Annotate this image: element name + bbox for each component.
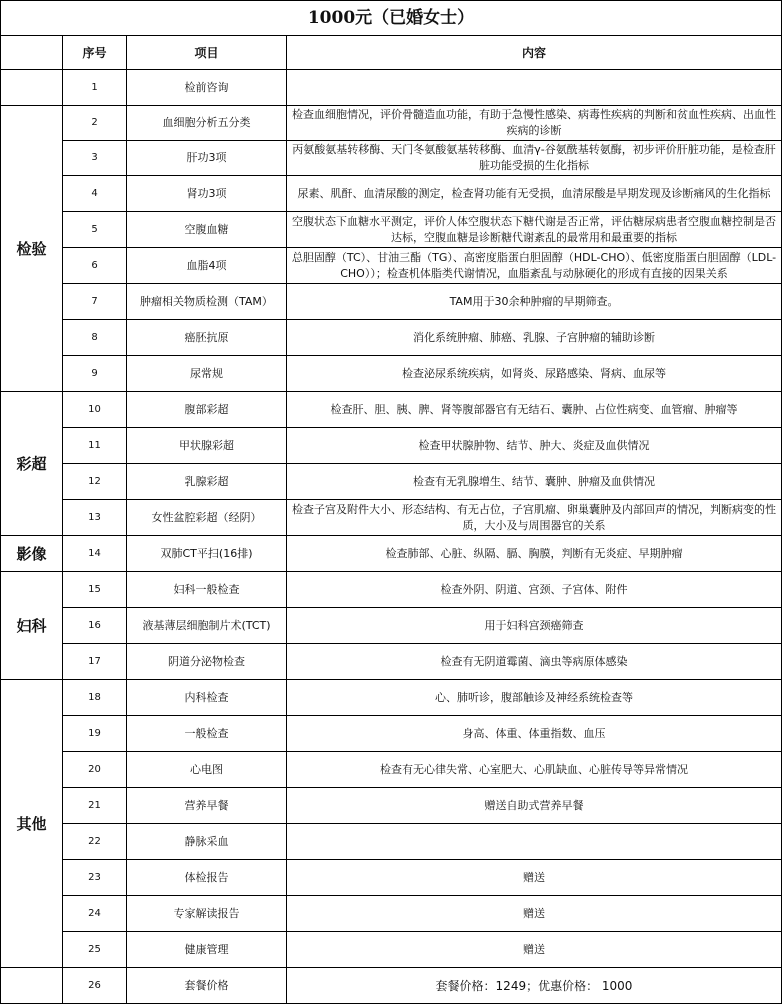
table-row [1,464,782,500]
category-other: 其他 [1,680,63,968]
row-item: 妇科一般检查 [127,572,287,608]
row-content: 消化系统肿瘤、肺癌、乳腺、子宫肿瘤的辅助诊断 [287,320,782,356]
table-row [1,608,782,644]
row-number: 14 [63,536,127,572]
row-item: 双肺CT平扫(16排) [127,536,287,572]
row-number: 5 [63,212,127,248]
category-imaging: 影像 [1,536,63,572]
row-content: 赠送 [287,932,782,968]
row-content: 检查外阴、阴道、宫颈、子宫体、附件 [287,572,782,608]
row-item: 甲状腺彩超 [127,428,287,464]
row-number: 25 [63,932,127,968]
table-row [1,176,782,212]
row-item: 体检报告 [127,860,287,896]
row-content: 尿素、肌酐、血清尿酸的测定，检查肾功能有无受损，血清尿酸是早期发现及诊断痛风的生化指标 [287,176,782,212]
row-number: 16 [63,608,127,644]
row-item: 检前咨询 [127,70,287,106]
category-ultrasound: 彩超 [1,392,63,536]
row-content: 检查肺部、心脏、纵隔、膈、胸膜，判断有无炎症、早期肿瘤 [287,536,782,572]
row-content [287,70,782,106]
row-item: 心电图 [127,752,287,788]
row-item: 内科检查 [127,680,287,716]
row-number: 21 [63,788,127,824]
row-item: 血脂4项 [127,248,287,284]
row-number: 13 [63,500,127,536]
table-row [1,284,782,320]
row-item: 女性盆腔彩超（经阴） [127,500,287,536]
row-content: 检查有无阴道霉菌、滴虫等病原体感染 [287,644,782,680]
category-cell-blank [1,70,63,106]
table-row [1,248,782,284]
header-no: 序号 [63,36,127,70]
row-item: 肿瘤相关物质检测（TAM） [127,284,287,320]
table-row [1,141,782,176]
row-content: 赠送 [287,896,782,932]
row-content: 用于妇科宫颈癌筛查 [287,608,782,644]
row-number: 1 [63,70,127,106]
table-row [1,70,782,106]
category-cell-blank [1,968,63,1004]
row-number: 8 [63,320,127,356]
row-number: 24 [63,896,127,932]
table-row [1,392,782,428]
table-row [1,356,782,392]
row-item: 尿常规 [127,356,287,392]
row-number: 12 [63,464,127,500]
table-row [1,644,782,680]
row-item: 阴道分泌物检查 [127,644,287,680]
row-number: 20 [63,752,127,788]
row-number: 6 [63,248,127,284]
price-row [1,968,782,1004]
row-content: 检查甲状腺肿物、结节、肿大、炎症及血供情况 [287,428,782,464]
row-number: 19 [63,716,127,752]
row-content: 赠送 [287,860,782,896]
row-content: 心、肺听诊，腹部触诊及神经系统检查等 [287,680,782,716]
row-content: 空腹状态下血糖水平测定，评价人体空腹状态下糖代谢是否正常，评估糖尿病患者空腹血糖控制是否达标，空腹血糖是诊断糖代谢紊乱的最常用和最重要的指标 [287,212,782,248]
row-number: 26 [63,968,127,1004]
category-gyn: 妇科 [1,572,63,680]
table-row [1,572,782,608]
page-title: 1000元（已婚女士） [1,1,782,36]
row-item: 肝功3项 [127,141,287,176]
table-row [1,212,782,248]
table-row [1,428,782,464]
row-content: 检查血细胞情况，评价骨髓造血功能，有助于急慢性感染、病毒性疾病的判断和贫血性疾病、出血性疾病的诊断 [287,106,782,141]
row-number: 10 [63,392,127,428]
table-row [1,716,782,752]
row-item: 肾功3项 [127,176,287,212]
row-content: TAM用于30余种肿瘤的早期筛查。 [287,284,782,320]
row-item: 一般检查 [127,716,287,752]
row-content: 检查有无心律失常、心室肥大、心肌缺血、心脏传导等异常情况 [287,752,782,788]
row-item: 乳腺彩超 [127,464,287,500]
row-content: 检查有无乳腺增生、结节、囊肿、肿瘤及血供情况 [287,464,782,500]
row-content: 检查肝、胆、胰、脾、肾等腹部器官有无结石、囊肿、占位性病变、血管瘤、肿瘤等 [287,392,782,428]
row-item: 血细胞分析五分类 [127,106,287,141]
row-content: 总胆固醇（TC）、甘油三酯（TG）、高密度脂蛋白胆固醇（HDL-CHO）、低密度脂蛋白胆固醇（LDL-CHO））；检查机体脂类代谢情况，血脂紊乱与动脉硬化的形成有直接的因果关系 [287,248,782,284]
row-number: 11 [63,428,127,464]
table-row [1,536,782,572]
row-number: 2 [63,106,127,141]
table-row [1,320,782,356]
table-row [1,896,782,932]
row-item: 专家解读报告 [127,896,287,932]
row-number: 18 [63,680,127,716]
category-exam: 检验 [1,106,63,392]
row-content [287,824,782,860]
row-item: 空腹血糖 [127,212,287,248]
package-price: 套餐价格：1249；优惠价格： 1000 [287,968,782,1004]
header-category [1,36,63,70]
row-item: 癌胚抗原 [127,320,287,356]
table-row [1,500,782,536]
table-row [1,860,782,896]
table-row [1,106,782,141]
row-number: 17 [63,644,127,680]
row-number: 3 [63,141,127,176]
table-row [1,680,782,716]
row-item: 液基薄层细胞制片术(TCT) [127,608,287,644]
row-number: 4 [63,176,127,212]
row-item: 静脉采血 [127,824,287,860]
row-item: 营养早餐 [127,788,287,824]
row-content: 赠送自助式营养早餐 [287,788,782,824]
row-item: 腹部彩超 [127,392,287,428]
table-row [1,932,782,968]
row-item: 健康管理 [127,932,287,968]
header-content: 内容 [287,36,782,70]
row-content: 检查泌尿系统疾病，如肾炎、尿路感染、肾病、血尿等 [287,356,782,392]
header-item: 项目 [127,36,287,70]
table-row [1,788,782,824]
row-item: 套餐价格 [127,968,287,1004]
row-number: 22 [63,824,127,860]
row-number: 15 [63,572,127,608]
row-number: 23 [63,860,127,896]
row-number: 7 [63,284,127,320]
row-number: 9 [63,356,127,392]
table-row [1,752,782,788]
row-content: 身高、体重、体重指数、血压 [287,716,782,752]
table-row [1,824,782,860]
row-content: 丙氨酸氨基转移酶、天门冬氨酸氨基转移酶、血清γ-谷氨酰基转氨酶，初步评价肝脏功能，是检查肝脏功能受损的生化指标 [287,141,782,176]
row-content: 检查子宫及附件大小、形态结构、有无占位，子宫肌瘤、卵巢囊肿及内部回声的情况，判断病变的性质，大小及与周围器官的关系 [287,500,782,536]
